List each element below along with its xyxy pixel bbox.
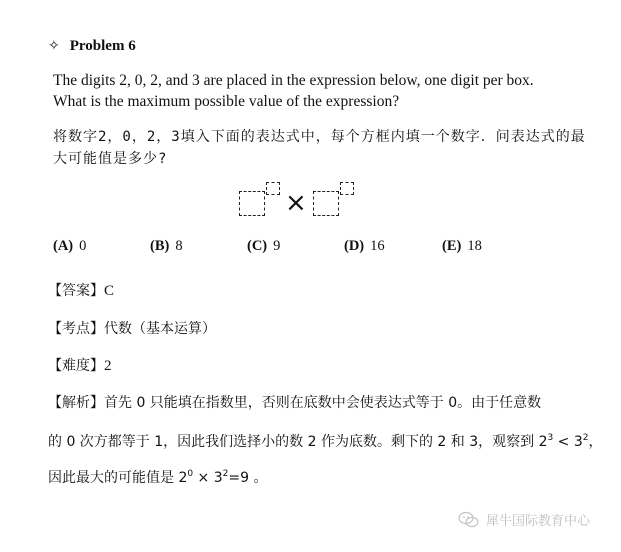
expression-diagram bbox=[236, 182, 356, 220]
difficulty-value: 2 bbox=[104, 358, 112, 374]
analysis-line3: 因此最大的可能值是 $2^0 \times 3^2=9$ 。 bbox=[48, 469, 268, 486]
topic-tag: 【考点】 bbox=[48, 321, 104, 337]
answer-tag: 【答案】 bbox=[48, 283, 104, 299]
exponent-box-2 bbox=[340, 182, 354, 195]
analysis-tag: 【解析】 bbox=[48, 395, 104, 411]
problem-title: Problem 6 bbox=[69, 38, 136, 54]
choice-a: (A) 0 bbox=[53, 238, 87, 254]
problem-text-zh-line1: 将数字2，0，2，3填入下面的表达式中，每个方框内填一个数字．问表达式的最 bbox=[53, 129, 586, 145]
star-icon: ✧ bbox=[48, 39, 60, 54]
watermark bbox=[458, 510, 590, 529]
choice-b: (B) 8 bbox=[150, 238, 183, 254]
problem-text-en-line2: What is the maximum possible value of the expression? bbox=[53, 93, 400, 110]
problem-text-zh-line2: 大可能值是多少? bbox=[53, 151, 168, 167]
answer-choices bbox=[53, 238, 573, 260]
base-box-1 bbox=[239, 191, 265, 216]
difficulty-line bbox=[48, 355, 112, 375]
analysis-line2: 的 0 次方都等于 1，因此我们选择小的数 2 作为底数。剩下的 2 和 3，观察到 $2^3 < 3^2$， bbox=[48, 433, 603, 450]
difficulty-tag: 【难度】 bbox=[48, 358, 104, 374]
choice-d: (D) 16 bbox=[344, 238, 385, 254]
watermark-text: 犀牛国际教育中心 bbox=[486, 514, 591, 529]
analysis-line1: 【解析】首先 0 只能填在指数里，否则在底数中会使表达式等于 0。由于任意数 bbox=[48, 395, 542, 411]
answer-value: C bbox=[104, 283, 115, 299]
problem-header bbox=[48, 38, 136, 55]
times-sign: × bbox=[285, 188, 307, 218]
topic-value: 代数（基本运算） bbox=[104, 321, 216, 337]
wechat-icon bbox=[458, 511, 480, 529]
answer-line bbox=[48, 280, 114, 300]
base-box-2 bbox=[313, 191, 339, 216]
exponent-box-1 bbox=[266, 182, 280, 195]
choice-e: (E) 18 bbox=[442, 238, 482, 254]
problem-text-en-line1: The digits 2, 0, 2, and 3 are placed in the expression below, one digit per box. bbox=[53, 72, 534, 89]
choice-c: (C) 9 bbox=[247, 238, 281, 254]
topic-line bbox=[48, 318, 216, 338]
